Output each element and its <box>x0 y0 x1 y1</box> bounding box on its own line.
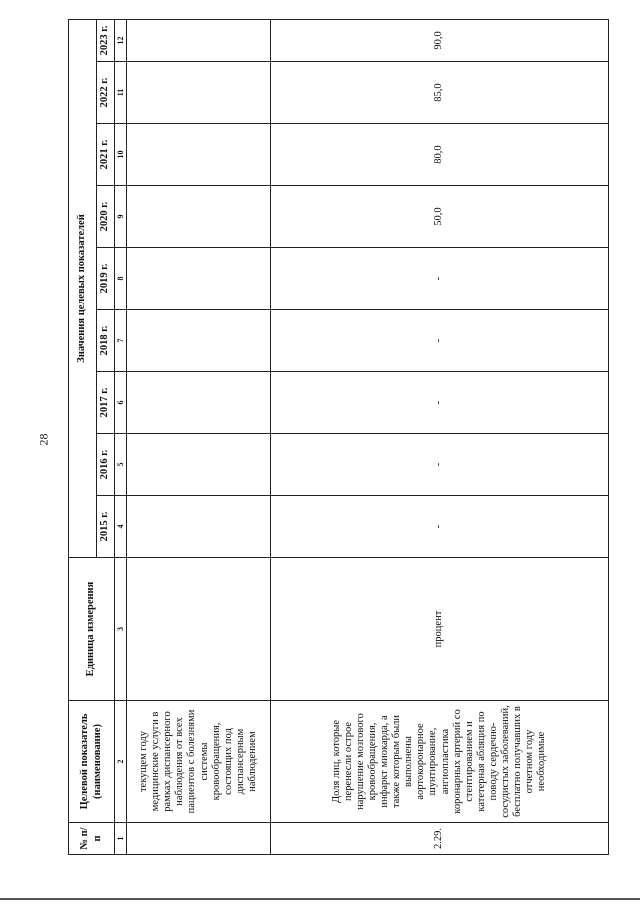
header-year: 2023 г. <box>97 19 115 61</box>
value-cell <box>127 62 271 124</box>
header-name: Целевой показатель (наименование) <box>69 701 115 823</box>
column-number: 11 <box>115 62 127 124</box>
targets-table <box>68 19 609 855</box>
value-cell: - <box>271 372 609 434</box>
column-number-row <box>115 19 127 854</box>
value-cell <box>127 19 271 61</box>
value-cell <box>127 248 271 310</box>
value-cell <box>127 124 271 186</box>
value-cell: - <box>271 496 609 558</box>
column-number: 3 <box>115 558 127 701</box>
column-number: 6 <box>115 372 127 434</box>
header-year: 2016 г. <box>97 434 115 496</box>
value-cell: 90,0 <box>271 19 609 61</box>
header-year: 2022 г. <box>97 62 115 124</box>
table-row <box>127 19 271 854</box>
column-number: 4 <box>115 496 127 558</box>
page-number: 28 <box>36 433 51 446</box>
header-num: № п/п <box>69 823 115 855</box>
value-cell: - <box>271 248 609 310</box>
value-cell: - <box>271 434 609 496</box>
column-number: 2 <box>115 701 127 823</box>
header-unit: Единица измерения <box>69 558 115 701</box>
value-cell <box>127 310 271 372</box>
row-number <box>127 823 271 855</box>
header-row-top <box>69 19 97 854</box>
value-cell: - <box>271 310 609 372</box>
value-cell: 80,0 <box>271 124 609 186</box>
header-year: 2021 г. <box>97 124 115 186</box>
bottom-rule <box>0 898 640 900</box>
column-number: 5 <box>115 434 127 496</box>
header-year: 2018 г. <box>97 310 115 372</box>
column-number: 9 <box>115 186 127 248</box>
value-cell: 50,0 <box>271 186 609 248</box>
column-number: 7 <box>115 310 127 372</box>
header-year: 2015 г. <box>97 496 115 558</box>
unit-cell <box>127 558 271 701</box>
header-values: Значения целевых показателей <box>69 19 97 557</box>
header-year: 2019 г. <box>97 248 115 310</box>
column-number: 12 <box>115 19 127 61</box>
header-year: 2020 г. <box>97 186 115 248</box>
indicator-name: текущем году медицинские услуги в рамках диспансерного наблюдения от всех пациентов с болезнями системы кровообращения, состоящих под диспансерным наблюдением <box>127 701 271 823</box>
value-cell <box>127 372 271 434</box>
indicator-name: Доля лиц, которые перенесли острое нарушение мозгового кровообращения, инфаркт миокарда, а также которым были выполнены аортокоронарное шунтирование, ангиопластика коронарных артерий со стентированием и катетерная абляция по поводу сердечно-сосудистых заболеваний, бесплатно получавших в отчетном году необходимые <box>271 701 609 823</box>
value-cell <box>127 186 271 248</box>
header-year: 2017 г. <box>97 372 115 434</box>
column-number: 1 <box>115 823 127 855</box>
value-cell <box>127 496 271 558</box>
table-rotated-wrapper <box>68 20 608 855</box>
table-row <box>271 19 609 854</box>
column-number: 10 <box>115 124 127 186</box>
row-number: 2.29. <box>271 823 609 855</box>
column-number: 8 <box>115 248 127 310</box>
value-cell <box>127 434 271 496</box>
value-cell: 85,0 <box>271 62 609 124</box>
unit-cell: процент <box>271 558 609 701</box>
